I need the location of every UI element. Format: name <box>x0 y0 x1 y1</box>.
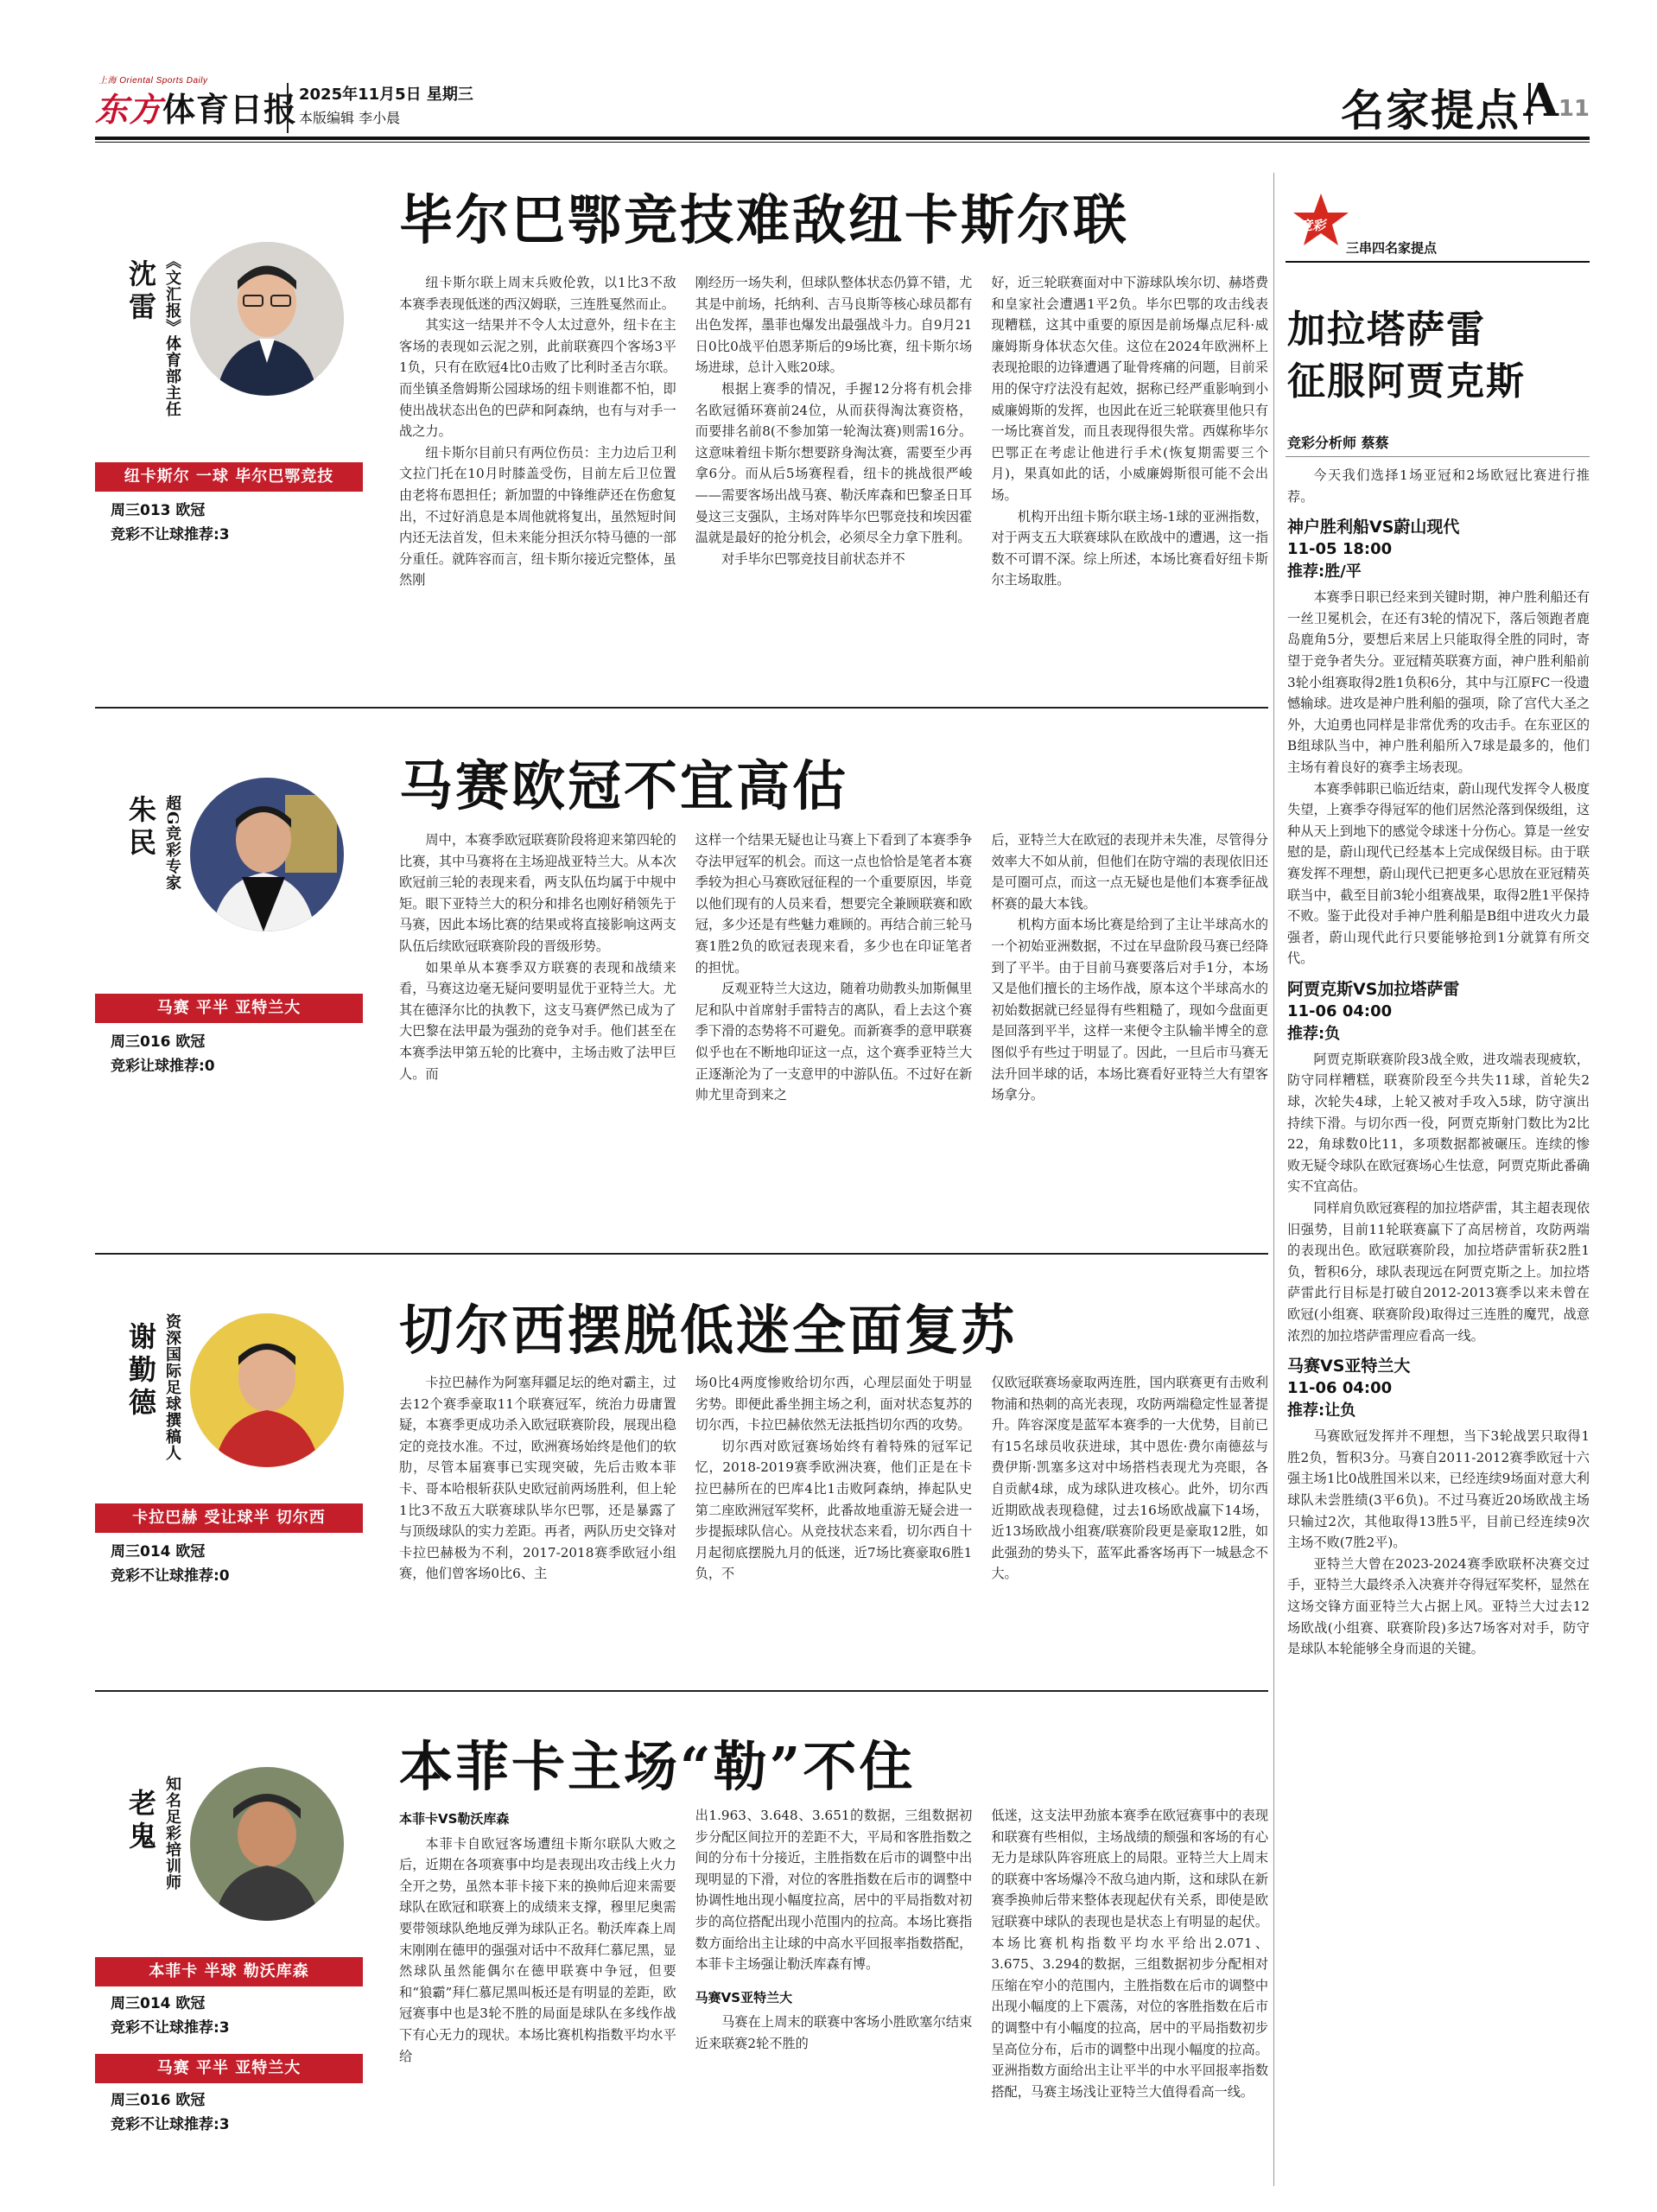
article-column <box>695 1372 973 1668</box>
match-bar: 马赛 平半 亚特兰大 <box>95 994 363 1023</box>
section-divider <box>95 707 1268 709</box>
paragraph: 阿贾克斯联赛阶段3战全败，进攻端表现疲软，防守同样糟糕，联赛阶段至今共失11球，首轮失2球，次轮失4球，上轮又被对手攻入5球，防守演出持续下滑。与切尔西一役，阿贾克斯射门数比为2比22，角球数0比11，多项数据都被碾压。连续的惨败无疑令球队在欧冠赛场心生怯意，阿贾克斯此番确实不宜高估。 <box>1287 1051 1590 1195</box>
section-divider <box>95 1253 1268 1255</box>
sidebar-column-name: 三串四名家提点 <box>1346 240 1438 256</box>
sidebar-match-title: 神户胜利船VS蔚山现代 <box>1287 518 1460 537</box>
newspaper-logo <box>95 60 298 138</box>
sidebar-author: 竞彩分析师 蔡蔡 <box>1287 435 1389 451</box>
author-avatar-icon <box>190 1313 344 1467</box>
article-headline: 切尔西摆脱低迷全面复苏 <box>399 1299 1018 1362</box>
article-headline: 本菲卡主场“勒”不住 <box>399 1735 916 1798</box>
pick-recommendation: 竞彩不让球推荐:3 <box>111 2019 230 2037</box>
author-photo <box>190 242 344 396</box>
paragraph: 马赛欧冠发挥并不理想，当下3轮战罢只取得1胜2负，暂积3分。马赛自2011-2012赛季欧冠十六强主场1比0战胜国米以来，已经连续9场面对意大利球队未尝胜绩(3平6负)。不过马赛近20场欧战主场只输过2次，其他取得13胜5平，目前已经连续9次主场不败(7胜2平)。 <box>1287 1428 1590 1551</box>
column-divider <box>1273 173 1274 2186</box>
sidebar-tips <box>1286 181 1590 2186</box>
sidebar-match-title: 马赛VS亚特兰大 <box>1287 1357 1411 1376</box>
article-column <box>991 1805 1268 2185</box>
match-bar: 本菲卡 半球 勒沃库森 <box>95 1957 363 1986</box>
badge-label: 竞彩 <box>1299 218 1326 233</box>
logo-text <box>95 83 297 130</box>
sidebar-headline-line1: 加拉塔萨雷 <box>1287 308 1486 352</box>
author-name: 谢勤德 <box>124 1322 157 1421</box>
article-column <box>991 1372 1268 1668</box>
author-title: 超G竞彩专家 <box>163 795 181 892</box>
page-letter: A <box>1523 74 1559 127</box>
article-headline: 马赛欧冠不宜高估 <box>399 754 849 817</box>
paragraph: 后，亚特兰大在欧冠的表现并未失准，尽管得分效率大不如从前，但他们在防守端的表现依旧还是可圈可点，而这一点无疑也是他们本赛季征战杯赛的最大本钱。 <box>991 832 1269 912</box>
pick-match-code: 周三014 欧冠 <box>111 1543 206 1560</box>
section-title: 名家提点 <box>1341 85 1521 136</box>
author-title: 资深国际足球撰稿人 <box>163 1313 181 1461</box>
logo-red-text: 东方 <box>95 90 163 129</box>
issue-date: 2025年11月5日 星期三 <box>299 86 473 104</box>
pick-recommendation: 竞彩不让球推荐:3 <box>111 2116 230 2133</box>
paragraph: 如果单从本赛季双方联赛的表现和战绩来看，马赛这边毫无疑问要明显优于亚特兰大。尤其在德泽尔比的执教下，这支马赛俨然已成为了大巴黎在法甲最为强劲的竞争对手。他们甚至在本赛季法甲第五轮的比赛中，主场击败了法甲巨人。而 <box>399 959 676 1082</box>
article-column <box>399 830 676 1227</box>
article-headline: 毕尔巴鄂竞技难敌纽卡斯尔联 <box>399 188 1130 251</box>
article-section-3 <box>95 1287 1268 1668</box>
paragraph: 纽卡斯尔目前只有两位伤员：主力边后卫利文拉门托在10月时膝盖受伤，目前左后卫位置由老将布恩担任；新加盟的中锋维萨还在伤愈复出，不过好消息是本周他就将复出，虽然短时间内还无法首发，但未来能分担沃尔特马德的一部分重任。就阵容而言，纽卡斯尔接近完整体，虽然刚 <box>399 444 676 588</box>
article-column <box>399 1372 676 1668</box>
article-column <box>399 272 676 696</box>
paragraph: 机构开出纽卡斯尔联主场-1球的亚洲指数，对于两支五大联赛球队在欧战中的遭遇，这一指数不可谓不深。综上所述，本场比赛看好纽卡斯尔主场取胜。 <box>991 508 1269 588</box>
author-name: 朱民 <box>124 795 157 861</box>
paragraph: 场0比4两度惨败给切尔西，心理层面处于明显劣势。即便此番坐拥主场之利，面对状态复苏的切尔西，卡拉巴赫依然无法抵挡切尔西的攻势。 <box>695 1375 973 1433</box>
paragraph: 低迷，这支法甲劲旅本赛季在欧冠赛事中的表现和联赛有些相似，主场战绩的颓强和客场的有心无力是球队阵容班底上的局限。亚特兰大上周末的联赛中客场爆冷不敌乌迪内斯，这和球队在新赛季换帅后带来整体表现起伏有关系，即使是欧冠联赛中球队的表现也是状态上有明显的起伏。本场比赛机构指数平均水平给出2.071、3.675、3.294的数据，三组数据初步分配相对压缩在窄小的范围内，主胜指数在后市的调整中出现小幅度的上下震荡，对位的客胜指数在后市的调整中有小幅度的拉高，居中的平局指数初步呈高位分布，后市的调整中出现小幅度的拉高。亚洲指数方面给出主让平半的中水平回报率指数搭配，马赛主场浅让亚特兰大值得看高一线。 <box>991 1808 1269 2100</box>
article-column <box>695 1805 973 2185</box>
masthead <box>95 60 1590 138</box>
sidebar-headline <box>1287 304 1526 408</box>
author-name: 老鬼 <box>124 1789 157 1854</box>
paragraph: 仅欧冠联赛场豪取两连胜，国内联赛更有击败利物浦和热刺的高光表现，攻防两端稳定性显著提升。阵容深度是蓝军本赛季的一大优势，目前已有15名球员收获进球，其中恩佐·费尔南德兹与费伊斯·凯塞多这对中场搭档表现尤为亮眼，各自贡献4球，成为球队进攻核心。此外，切尔西近期欧战表现稳健，过去16场欧战赢下14场，近13场欧战小组赛/联赛阶段更是豪取12胜，如此强劲的势头下，蓝军此番客场再下一城悬念不大。 <box>991 1375 1269 1582</box>
match-subheading: 马赛VS亚特兰大 <box>695 1989 793 2005</box>
date-block <box>287 83 473 133</box>
paragraph: 其实这一结果并不令人太过意外，纽卡在主客场的表现如云泥之别，此前联赛四个客场3平1负，只有在欧冠4比0击败了比利时圣吉尔联。而坐镇圣詹姆斯公园球场的纽卡则谁都不怕，即使出战状态出色的巴萨和阿森纳，也有与对手一战之力。 <box>399 317 676 440</box>
pick-match-code: 周三014 欧冠 <box>111 1995 206 2012</box>
article-section-1 <box>95 177 1268 696</box>
paragraph: 本菲卡自欧冠客场遭纽卡斯尔联队大败之后，近期在各项赛事中均是表现出攻击线上火力全开之势，虽然本菲卡接下来的换帅后迎来需要球队在欧冠和联赛上的成绩来支撑，穆里尼奥需要带领球队绝地反弹为球队正名。勒沃库森上周末刚刚在德甲的强强对话中不敌拜仁慕尼黑，显然球队虽然能偶尔在德甲联赛中争冠，但要和“狼霸”拜仁慕尼黑叫板还是有明显的差距，欧冠赛事中也是3轮不胜的局面是球队在多线作战下有心无力的现状。本场比赛机构指数平均水平给 <box>399 1835 676 2064</box>
masthead-rule <box>95 137 1590 140</box>
sidebar-rule <box>1286 261 1590 263</box>
sidebar-match-recommendation: 推荐:让负 <box>1287 1402 1356 1421</box>
lottery-badge <box>1291 192 1341 237</box>
article-section-4 <box>95 1724 1268 2190</box>
paragraph: 对手毕尔巴鄂竞技目前状态并不 <box>721 550 905 567</box>
page-digit: 11 <box>1558 96 1590 122</box>
sidebar-thin-rule <box>1286 456 1590 457</box>
pick-recommendation: 竞彩不让球推荐:3 <box>111 526 230 543</box>
paragraph: 周中，本赛季欧冠联赛阶段将迎来第四轮的比赛，其中马赛将在主场迎战亚特兰大。从本次欧冠前三轮的表现来看，两支队伍均属于中规中矩。眼下亚特兰大的积分和排名也刚好稍领先于马赛，因此本场比赛的结果或将直接影响这两支队伍后续欧冠联赛阶段的晋级形势。 <box>399 832 676 954</box>
author-avatar-icon <box>190 778 344 931</box>
article-column <box>991 830 1268 1227</box>
paragraph: 亚特兰大曾在2023-2024赛季欧联杯决赛交过手，亚特兰大最终杀入决赛并夺得冠军奖杯，显然在这场交锋方面亚特兰大占据上风。亚特兰大过去12场欧战(小组赛、联赛阶段)多达7场客对对手，防守是球队本轮能够全身而退的关键。 <box>1287 1555 1590 1657</box>
paragraph: 机构方面本场比赛是给到了主让半球高水的一个初始亚洲数据，不过在早盘阶段马赛已经降到了平半。由于目前马赛要落后对手1分，本场又是他们擅长的主场作战，原本这个半球高水的初始数据就已经显得有些粗糙了，现如今盘面更是回落到平半，这样一来便令主队输半博全的意图似乎有些过于明显了。因此，一旦后市马赛无法升回半球的话，本场比赛看好亚特兰大有望客场拿分。 <box>991 917 1269 1103</box>
sidebar-match-time: 11-06 04:00 <box>1287 1379 1393 1398</box>
article-column <box>991 272 1268 696</box>
paragraph: 切尔西对欧冠赛场始终有着特殊的冠军记忆，2018-2019赛季欧洲决赛，他们正是在卡拉巴赫所在的巴库4比1击败阿森纳，捧起队史第二座欧洲冠军奖杯，此番故地重游无疑会进一步提振球队信心。从竞技状态来看，切尔西自十月起彻底摆脱九月的低迷，近7场比赛豪取6胜1负，不 <box>695 1438 973 1582</box>
pick-match-code: 周三016 欧冠 <box>111 2092 206 2109</box>
match-bar: 马赛 平半 亚特兰大 <box>95 2054 363 2083</box>
page-number <box>1523 74 1590 127</box>
match-bar: 纽卡斯尔 一球 毕尔巴鄂竞技 <box>95 462 363 492</box>
sidebar-match-time: 11-06 04:00 <box>1287 1001 1393 1020</box>
article-body <box>399 1372 1268 1668</box>
paragraph: 同样肩负欧冠赛程的加拉塔萨雷，其主超表现依旧强势，目前11轮联赛赢下了高居榜首，攻防两端的表现出色。欧冠联赛阶段，加拉塔萨雷斩获2胜1负，暂积6分，球队表现远在阿贾克斯之上。加拉塔萨雷此行目标是打破自2012-2013赛季以来未曾在欧冠(小组赛、联赛阶段)取得过三连胜的魔咒，战意浓烈的加拉塔萨雷理应看高一线。 <box>1287 1200 1590 1344</box>
article-column <box>399 1805 676 2185</box>
author-avatar-icon <box>190 242 344 396</box>
sidebar-match-recommendation: 推荐:负 <box>1287 1024 1341 1043</box>
paragraph: 这样一个结果无疑也让马赛上下看到了本赛季争夺法甲冠军的机会。而这一点也恰恰是笔者本赛季较为担心马赛欧冠征程的一个重要原因，毕竟以他们现有的人员来看，想要完全兼顾联赛和欧冠，多少还是有些魅力难顾的。再结合前三轮马赛1胜2负的欧冠表现来看，多少也在印证笔者的担忧。 <box>695 832 973 976</box>
page-editor: 本版编辑 李小晨 <box>299 110 401 126</box>
author-avatar-icon <box>190 1767 344 1921</box>
sidebar-match-title: 阿贾克斯VS加拉塔萨雷 <box>1287 979 1460 999</box>
article-body <box>399 1805 1268 2185</box>
author-photo <box>190 778 344 931</box>
logo-black-text: 体育日报 <box>162 90 298 129</box>
article-column <box>695 830 973 1227</box>
sidebar-match-time: 11-05 18:00 <box>1287 540 1393 559</box>
logo-tagline: 上海 Oriental Sports Daily <box>98 76 208 86</box>
sidebar-match-recommendation: 推荐:胜/平 <box>1287 563 1362 582</box>
author-photo <box>190 1313 344 1467</box>
author-name: 沈雷 <box>124 259 157 325</box>
article-body <box>399 272 1268 696</box>
match-subheading: 本菲卡VS勒沃库森 <box>399 1811 510 1827</box>
paragraph: 好，近三轮联赛面对中下游球队埃尔切、赫塔费和皇家社会遭遇1平2负。毕尔巴鄂的攻击线表现糟糕，这其中重要的原因是前场爆点尼科·威廉姆斯身体状态欠佳。这位在2024年欧洲杯上表现抢眼的边锋遭遇了耻骨疼痛的问题，目前采用的保守疗法没有起效，据称已经严重影响到小威廉姆斯的发挥，也因此在近三轮联赛里他只有一场比赛首发，而且表现得很失常。西媒称毕尔巴鄂正在考虑让他进行手术(恢复期需要三个月)，果真如此的话，小威廉姆斯很可能不会出场。 <box>991 275 1269 503</box>
author-title: 《文汇报》体育部主任 <box>163 253 181 417</box>
paragraph: 反观亚特兰大这边，随着功勋教头加斯佩里尼和队中首席射手雷特吉的离队，看上去这个赛季下滑的态势将不可避免。而新赛季的意甲联赛似乎也在不断地印证这一点，这个赛季亚特兰大正逐渐沦为了一支意甲的中游队伍。不过好在新帅尤里奇到来之 <box>695 981 973 1103</box>
pick-match-code: 周三013 欧冠 <box>111 502 206 519</box>
match-bar: 卡拉巴赫 受让球半 切尔西 <box>95 1503 363 1533</box>
paragraph: 马赛在上周末的联赛中客场小胜欧塞尔结束近来联赛2轮不胜的 <box>695 2014 973 2051</box>
article-column <box>695 272 973 696</box>
article-section-2 <box>95 743 1268 1227</box>
sidebar-intro: 今天我们选择1场亚冠和2场欧冠比赛进行推荐。 <box>1287 467 1590 505</box>
pick-recommendation: 竞彩让球推荐:0 <box>111 1058 215 1075</box>
paragraph: 根据上赛季的情况，手握12分将有机会排名欧冠循环赛前24位，从而获得淘汰赛资格，而要排名前8(不参加第一轮淘汰赛)则需16分。这意味着纽卡斯尔想要跻身淘汰赛，需要至少再拿6分。而从后5场赛程看，纽卡的挑战很严峻——需要客场出战马赛、勒沃库森和巴黎圣日耳曼这三支强队，主场对阵毕尔巴鄂竞技和埃因霍温就是最好的抢分机会，必须尽全力拿下胜利。 <box>695 380 973 546</box>
paragraph: 卡拉巴赫作为阿塞拜疆足坛的绝对霸主，过去12个赛季豪取11个联赛冠军，统治力毋庸置疑，本赛季更成功杀入欧冠联赛阶段，展现出稳定的竞技水准。不过，欧洲赛场始终是他们的软肋，尽管本届赛事已实现突破，先后击败本菲卡、哥本哈根斩获队史欧冠前两场胜利，但上轮1比3不敌五大联赛球队毕尔巴鄂，还是暴露了与顶级球队的实力差距。再者，两队历史交锋对卡拉巴赫极为不利，2017-2018赛季欧冠小组赛，他们曾客场0比6、主 <box>399 1375 676 1582</box>
paragraph: 刚经历一场失利，但球队整体状态仍算不错，尤其是中前场，托纳利、吉马良斯等核心球员都有出色发挥，墨菲也爆发出最强战斗力。自9月21日0比0战平伯恩茅斯后的9场比赛，纽卡斯尔场场进球，总计入账20球。 <box>695 275 973 376</box>
pick-recommendation: 竞彩不让球推荐:0 <box>111 1567 230 1585</box>
paragraph: 出1.963、3.648、3.651的数据，三组数据初步分配区间拉开的差距不大，平局和客胜指数之间的分布十分接近，主胜指数在后市的调整中出现明显的下滑，对位的客胜指数在后市的调整中协调性地出现小幅度拉高，居中的平局指数对初步的高位搭配出现小范围内的拉高。本场比赛指数方面给出主让球的中高水平回报率指数搭配，本菲卡主场强让勒沃库森有博。 <box>695 1808 973 1973</box>
author-photo <box>190 1767 344 1921</box>
sidebar-headline-line2: 征服阿贾克斯 <box>1287 359 1526 404</box>
article-body <box>399 830 1268 1227</box>
sidebar-body <box>1287 465 1590 1660</box>
masthead-rule-thin <box>95 142 1590 143</box>
paragraph: 本赛季韩职已临近结束，蔚山现代发挥令人极度失望，上赛季夺得冠军的他们居然沦落到保级组，这种从天上到地下的感觉令球迷十分伤心。算是一丝安慰的是，蔚山现代已经基本上完成保级目标。由于联赛发挥不理想，蔚山现代已把更多心思放在亚冠精英联当中，截至目前3轮小组赛战果，取得2胜1平保持不败。鉴于此役对手神户胜利船是B组中进攻火力最强者，蔚山现代此行只要能够抢到1分就算有所交代。 <box>1287 780 1590 967</box>
section-divider <box>95 1690 1268 1692</box>
paragraph: 纽卡斯尔联上周末兵败伦敦，以1比3不敌本赛季表现低迷的西汉姆联，三连胜戛然而止。 <box>399 275 676 312</box>
pick-match-code: 周三016 欧冠 <box>111 1033 206 1051</box>
author-title: 知名足彩培训师 <box>163 1776 181 1891</box>
paragraph: 本赛季日职已经来到关键时期，神户胜利船还有一丝卫冕机会，在还有3轮的情况下，落后领跑者鹿岛鹿角5分，要想后来居上只能取得全胜的同时，寄望于竞争者失分。亚冠精英联赛方面，神户胜利船前3轮小组赛取得2胜1负积6分，其中与江原FC一役遗憾输球。进攻是神户胜利船的强项，除了宫代大圣之外，大迫勇也同样是非常优秀的攻击手。在东亚区的B组球队当中，神户胜利船所入7球是最多的，他们主场有着良好的赛季主场表现。 <box>1287 589 1590 775</box>
